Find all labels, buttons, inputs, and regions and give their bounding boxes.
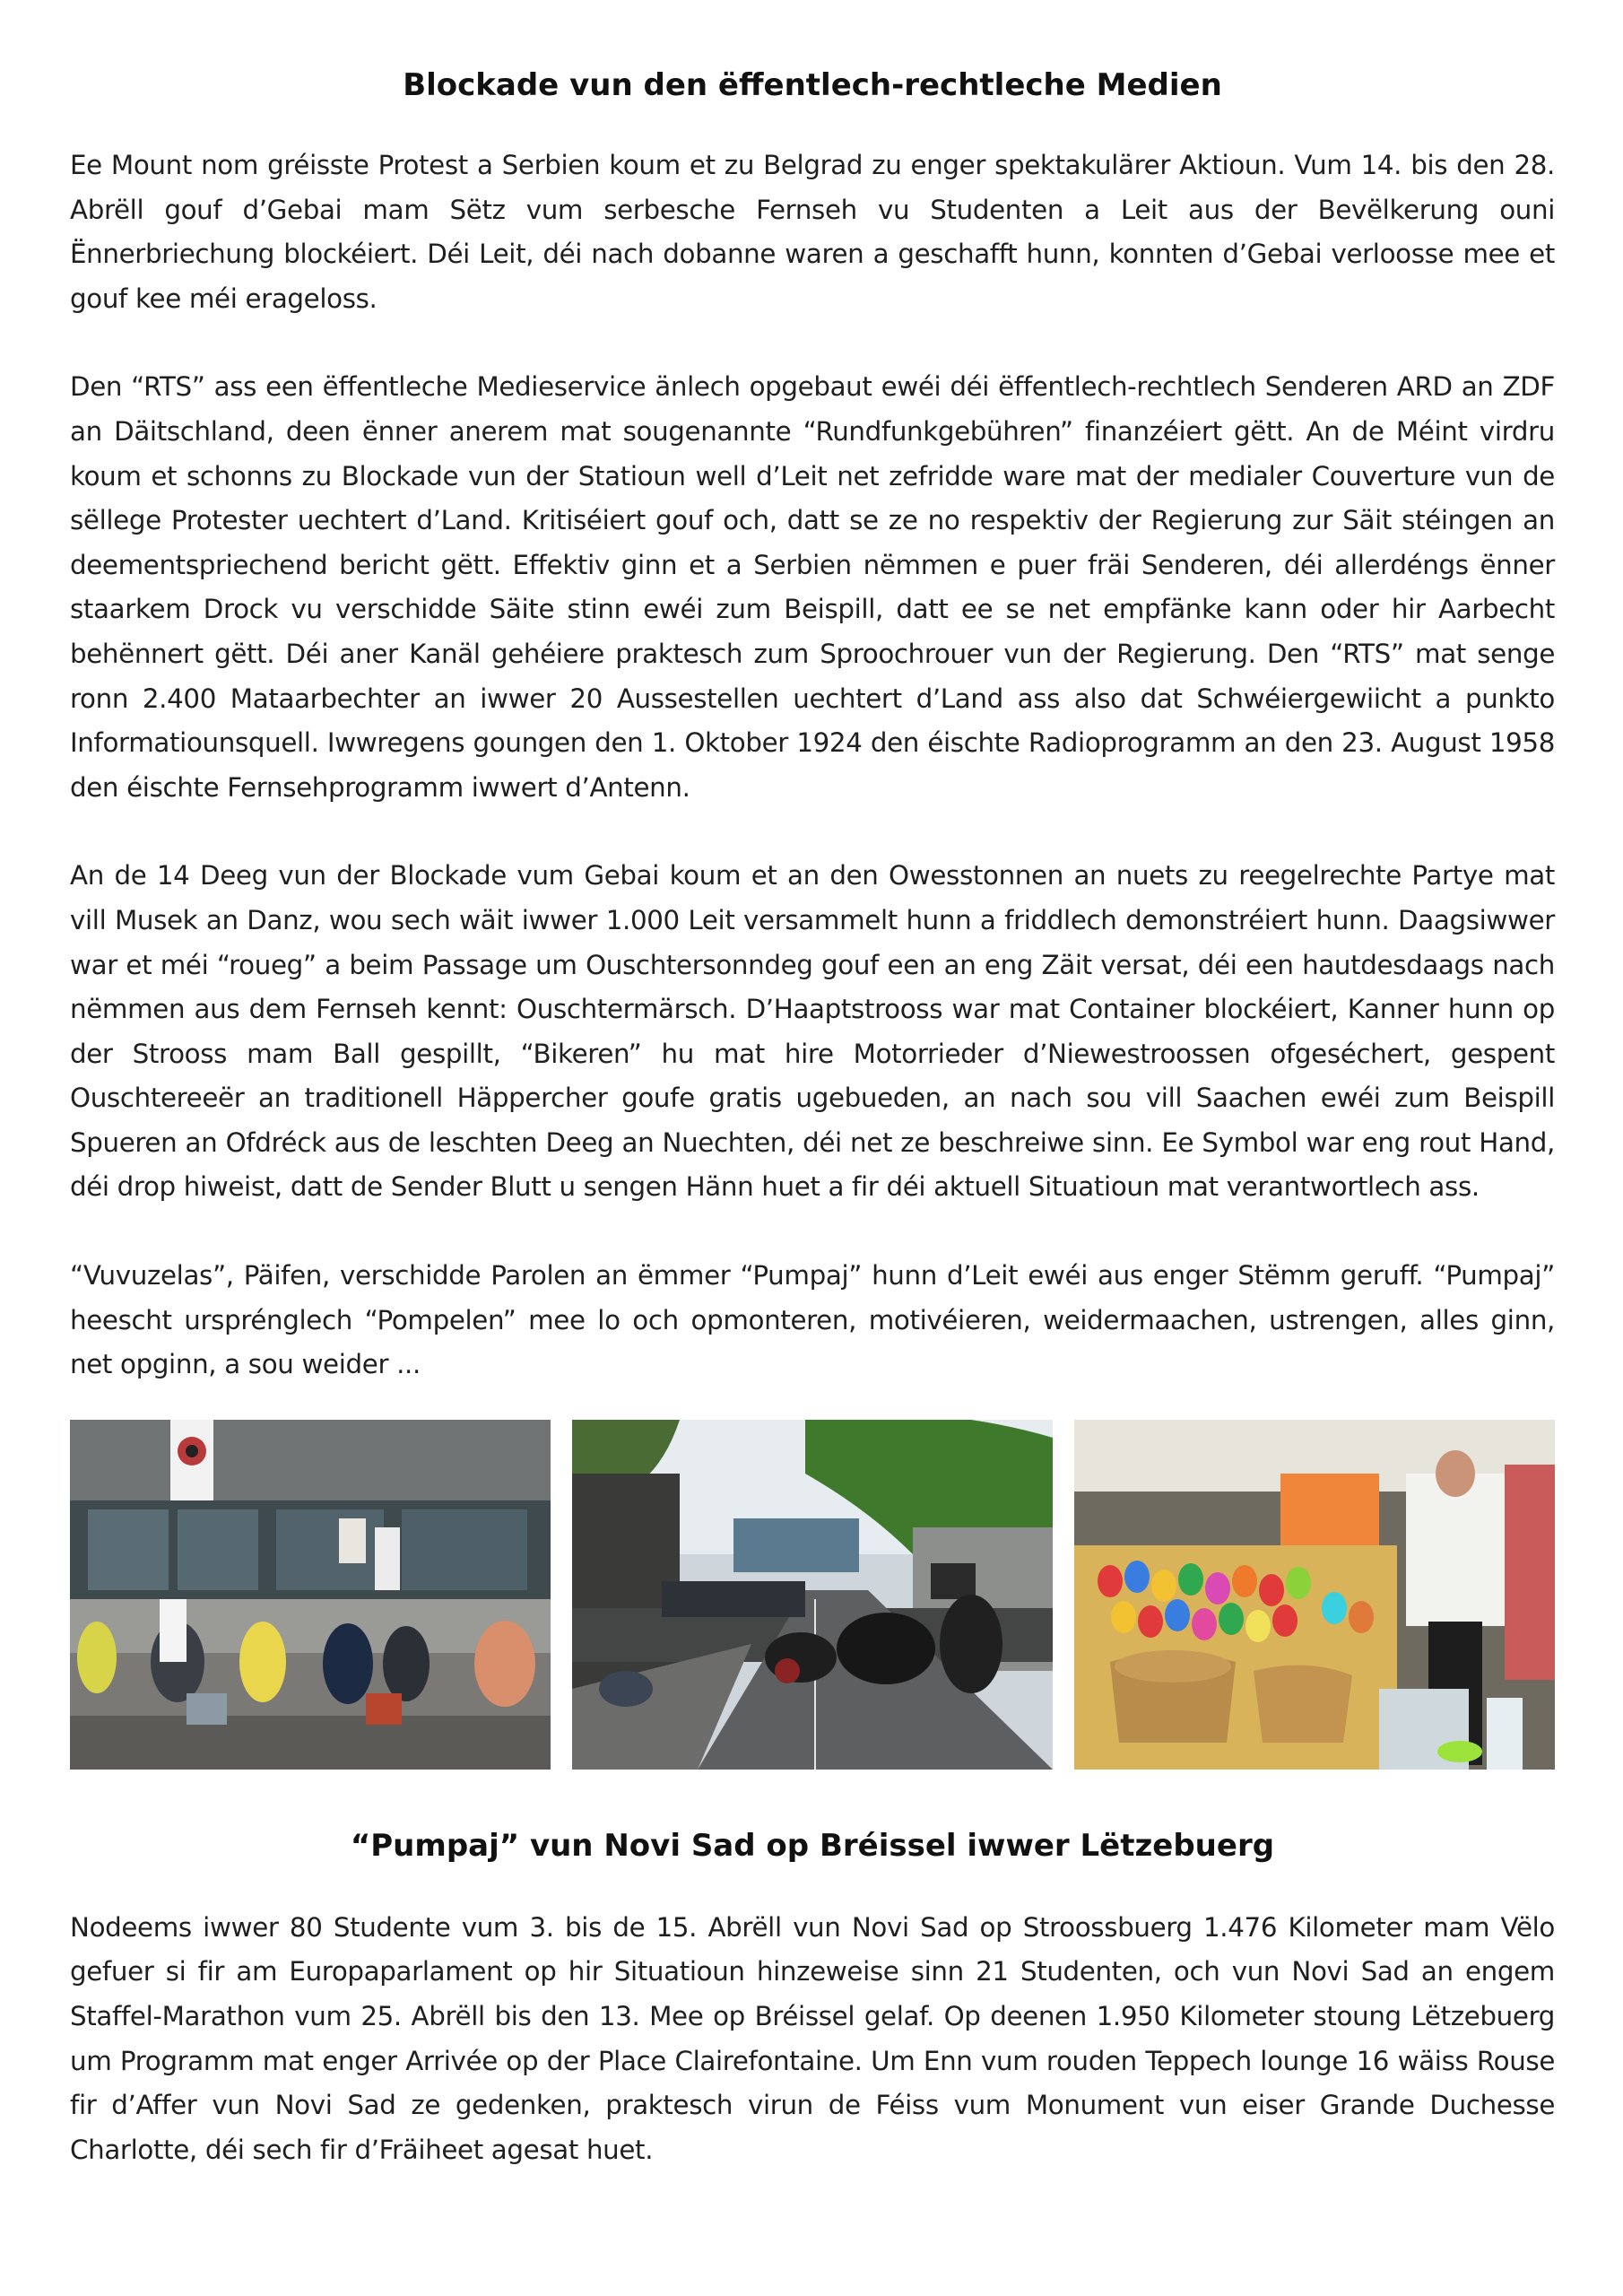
paragraph-closing: Nodeems iwwer 80 Studente vum 3. bis de 15. Abrëll vun Novi Sad op Stroossbuerg 1.476 Kilometer mam Vëlo gefuer si fir am Europaparlament op hir Situatioun hinzeweise sinn 21 Studenten, och vun Novi Sad an engem Staffel-Marathon vum 25. Abrëll bis den 13. Mee op Bréissel gelaf. Op deenen 1.950 Kilometer stoung Lëtzebuerg um Programm mat enger Arrivée op der Place Clairefontaine. Um Enn vum rouden Teppech lounge 16 wäiss Rouse fir d’Affer vun Novi Sad ze gedenken, praktesch virun de Féiss vum Monument vun eiser Grande Duchesse Charlotte, déi sech fir d’Fräiheet agesat huet. bbox=[70, 1911, 1555, 2165]
photo-protesters bbox=[70, 1420, 551, 1770]
paragraph-4: “Vuvuzelas”, Päifen, verschidde Parolen an ëmmer “Pumpaj” hunn d’Leit ewéi aus enger Stëmm geruff. “Pumpaj” heescht ursprénglech “Pompelen” mee lo och opmonteren, motivéieren, weidermaachen, ustrengen, alles ginn, net opginn, a sou weider ... bbox=[70, 1260, 1555, 1380]
photo-strip bbox=[70, 1420, 1555, 1770]
paragraph-1: Ee Mount nom gréisste Protest a Serbien koum et zu Belgrad zu enger spektakulärer Aktioun. Vum 14. bis den 28. Abrëll gouf d’Gebai mam Sëtz vum serbesche Fernseh vu Studenten a Leit aus der Bevëlkerung ouni Ënnerbriechung blockéiert. Déi Leit, déi nach dobanne waren a geschafft hunn, konnten d’Gebai verloosse mee et gouf kee méi erageloss. bbox=[70, 150, 1555, 314]
photo-motorcycles bbox=[572, 1420, 1053, 1770]
section-subtitle: “Pumpaj” vun Novi Sad op Bréissel iwwer Lëtzebuerg bbox=[350, 1827, 1275, 1864]
article bbox=[70, 65, 1555, 2216]
photo-easter-eggs bbox=[1074, 1420, 1555, 1770]
article-title: Blockade vun den ëffentlech-rechtleche Medien bbox=[403, 67, 1222, 103]
paragraph-3: An de 14 Deeg vun der Blockade vum Gebai koum et an den Owesstonnen an nuets zu reegelrechte Partye mat vill Musek an Danz, wou sech wäit iwwer 1.000 Leit versammelt hunn a friddlech demonstréiert hunn. Daagsiwwer war et méi “roueg” a beim Passage um Ouschtersonndeg gouf een an eng Zäit versat, déi een hautdesdaags nach nëmmen aus dem Fernseh kennt: Ouschtermärsch. D’Haaptstrooss war mat Container blockéiert, Kanner hunn op der Strooss mam Ball gespillt, “Bikeren” hu mat hire Motorrieder d’Niewestroossen ofgeséchert, gespent Ouschtereeër an traditionell Häppercher goufe gratis ugebueden, an nach sou vill Saachen ewéi zum Beispill Spueren an Ofdréck aus de leschten Deeg an Nuechten, déi net ze beschreiwe sinn. Ee Symbol war eng rout Hand, déi drop hiweist, datt de Sender Blutt u sengen Hänn huet a fir déi aktuell Situatioun mat verantwortlech ass. bbox=[70, 860, 1555, 1203]
paragraph-2: Den “RTS” ass een ëffentleche Medieservice änlech opgebaut ewéi déi ëffentlech-rechtlech Senderen ARD an ZDF an Däitschland, deen ënner anerem mat sougenannte “Rundfunkgebühren” finanzéiert gëtt. An de Méint virdru koum et schonns zu Blockade vun der Statioun well d’Leit net zefridde ware mat der medialer Couverture vun de sëllege Protester uechtert d’Land. Kritiséiert gouf och, datt se ze no respektiv der Regierung zur Säit stéingen an deementspriechend bericht gëtt. Effektiv ginn et a Serbien nëmmen e puer fräi Senderen, déi allerdéngs ënner staarkem Drock vu verschidde Säite stinn ewéi zum Beispill, datt ee se net empfänke kann oder hir Aarbecht behënnert gëtt. Déi aner Kanäl gehéiere praktesch zum Sproochrouer vun der Regierung. Den “RTS” mat senge ronn 2.400 Mataarbechter an iwwer 20 Aussestellen uechtert d’Land ass also dat Schwéiergewiicht a punkto Informatiounsquell. Iwwregens goungen den 1. Oktober 1924 den éischte Radioprogramm an den 23. August 1958 den éischte Fernsehprogramm iwwert d’Antenn. bbox=[70, 371, 1555, 803]
